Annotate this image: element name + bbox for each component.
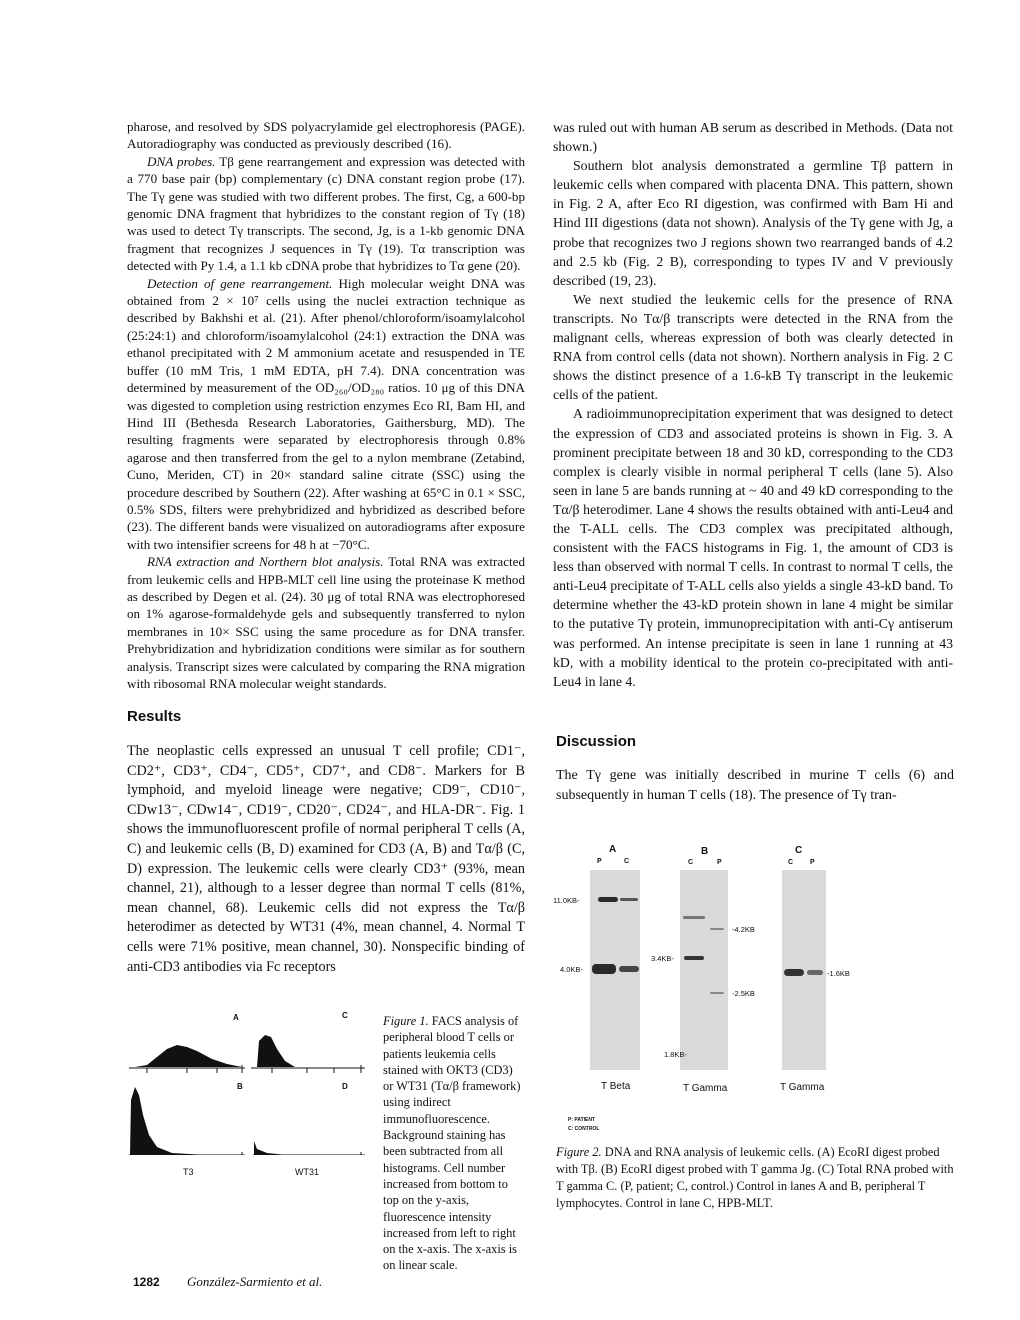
right-paragraph-3: We next studied the leukemic cells for the presence of RNA transcripts. No Tα/β transcripts were detected in the RNA from the malignant cells, whereas expression of both was clearly detected in RNA from control cells (data not shown). Northern analysis in Fig. 2 C shows the distinct presence of a 1.6-kB Tγ transcript in the leukemic cells of the patient.	[553, 291, 953, 403]
marker-3-4kb: 3.4KB-	[651, 954, 674, 963]
band	[784, 969, 804, 976]
figure-2-caption-text: DNA and RNA analysis of leukemic cells. (A) EcoRI digest probed with Tβ. (B) EcoRI digest probed with T gamma Jg. (C) Total RNA probed with T gamma C. (P, patient; C, control.) Control in lanes A and B, peripheral T lymphocytes. Control in lane C, HPB-MLT.	[556, 1145, 954, 1210]
panel-c-title: T Gamma	[780, 1082, 825, 1093]
panel-c-lane-c: C	[788, 859, 794, 866]
panel-b-lane-c: C	[688, 859, 694, 866]
legend-control: C: CONTROL	[568, 1126, 600, 1132]
band	[592, 964, 616, 974]
page-number: 1282	[133, 1275, 160, 1289]
rna-title: RNA extraction and Northern blot analysis.	[147, 554, 384, 570]
right-paragraph-1: was ruled out with human AB serum as described in Methods. (Data not shown.)	[553, 120, 953, 155]
discussion-paragraph: The Tγ gene was initially described in murine T cells (6) and subsequently in human T cells (18). The presence of Tγ tran-	[556, 768, 954, 803]
left-column	[127, 118, 525, 692]
marker-11kb: 11.0KB-	[553, 896, 580, 905]
figure-1-histograms	[127, 1005, 367, 1185]
panel-b-gel	[680, 870, 728, 1070]
detection-paragraph	[127, 275, 525, 554]
running-footer-authors: González-Sarmiento et al.	[187, 1274, 323, 1289]
figure-2-caption	[556, 1144, 956, 1212]
rna-paragraph	[127, 553, 525, 692]
discussion-heading: Discussion	[556, 733, 637, 750]
results-paragraph: The neoplastic cells expressed an unusual T cell profile; CD1⁻, CD2⁺, CD3⁺, CD4⁻, CD5⁺, CD7⁺, and CD8⁻. Markers for B lymphoid, and myeloid lineage were negative; CD9⁻, CD10⁻, CDw13⁻, CDw14⁻, CD19⁻, CD20⁻, CD24⁻, and HLA-DR⁻. Fig. 1 shows the immunofluorescent profile of normal peripheral T cells (A, C) and leukemic cells (B, D) examined for CD3 (A, B) and Tα/β (C, D) expression. The leukemic cells were clearly CD3⁺ (93%, mean channel, 21), although to a lesser degree than normal T cells (81%, mean channel, 68). Leukemic cells did not express the Tα/β heterodimer as detected by WT31 (4%, mean channel, 4. Normal T cells were 71% positive, mean channel, 30). Nonspecific binding of anti-CD3 antibodies via Fc receptors	[127, 743, 525, 975]
panel-a-lane-c: C	[624, 858, 630, 865]
rna-text: Total RNA was extracted from leukemic cells and HPB-MLT cell line using the proteinase K method as described by Degen et al. (24). 30 μg of total RNA was electrophoresed on 1% agarose-formaldehyde gels and subsequently transferred to nylon membranes in 10× SSC using the same procedure as for DNA transfer. Prehybridization and hybridization conditions were similar as for southern analysis. Transcript sizes were calculated by comparing the RNA migration with ribosomal RNA molecular weight standards.	[127, 554, 525, 691]
histogram-plots	[127, 1005, 367, 1155]
dna-probes-paragraph	[127, 153, 525, 275]
band	[710, 928, 724, 930]
legend-patient: P: PATIENT	[568, 1117, 596, 1123]
panel-label-d: D	[342, 1082, 348, 1091]
panel-c-lane-p: P	[810, 859, 815, 866]
panel-c-letter: C	[795, 845, 803, 856]
marker-4-2kb: -4.2KB	[732, 925, 755, 934]
figure-1-caption	[383, 1013, 525, 1274]
x-label-wt31: WT31	[295, 1167, 320, 1177]
band	[807, 970, 823, 975]
panel-b-lane-p: P	[717, 859, 722, 866]
panel-b-letter: B	[701, 846, 709, 857]
detection-text: High molecular weight DNA was obtained from 2 × 10⁷ cells using the nuclei extraction technique as described by Bakhshi et al. (21). After phenol/chloroform/isoamylalcohol (25:24:1) and chloroform/isoamylalcohol (24:1) extraction the DNA was ethanol precipitated with 2 M ammonium acetate and resuspended in TE buffer (10 mM Tris, 1 mM EDTA, pH 7.4). DNA concentration was determined by measurement of the OD₂₆₀/OD₂₈₀ ratios. 10 μg of this DNA was digested to completion using restriction enzymes Eco RI, Bam HI, and Hind III (Bethesda Research Laboratories, Gaithersburg, MD). The resulting fragments were separated by electrophoresis through 0.8% agarose and then transferred from the gel to a nylon membrane (Zetabind, Cuno, Meriden, CT) in 20× standard saline citrate (SSC) using the procedure described by Southern (22). After washing at 65°C in 0.1 × SSC, 0.5% SDS, filters were prehybridized and hybridized as described before (23). The different bands were visualized on autoradiograms after exposure with two intensifier screens for 48 h at −70°C.	[127, 275, 525, 552]
right-paragraph-4: A radioimmunoprecipitation experiment that was designed to detect the expression of CD3 and associated proteins is shown in Fig. 3. A prominent precipitate between 18 and 30 kD, corresponding to the CD3 complex is clearly visible in normal peripheral T cells (lane 5). Also seen in lane 5 are bands running at ~ 40 and 49 kD corresponding to the Tα/β heterodimer. Lane 4 shows the results obtained with anti-Leu4 and the T-ALL cells. The CD3 complex was precipitated although, consistent with the FACS histograms in Fig. 1, the amount of CD3 is less than observed with normal T cells. In contrast to normal T cells, the anti-Leu4 precipitate of T-ALL cells also yields a single 43-kD band. To determine whether the 43-kD protein shown in lane 4 might be similar to the putative Tγ protein, immunoprecipitation with anti-Cγ antiserum was performed. An intense precipitate is seen in lane 1 running at 43 kD, with a mobility identical to the protein co-precipitated with anti-Leu4 in lane 4.	[553, 406, 953, 689]
panel-a-letter: A	[609, 844, 617, 855]
band	[598, 897, 618, 902]
dna-probes-title: DNA probes.	[147, 153, 216, 169]
panel-label-b: B	[237, 1082, 243, 1091]
figure-1-caption-text: FACS analysis of peripheral blood T cells or patients leukemia cells stained with OKT3 (CD3) or WT31 (Tα/β framework) using indirect immunofluorescence. Background staining has been subtracted from all histograms. Cell number increased from bottom to top on the y-axis, fluorescence intensity increased from left to right on the x-axis. The x-axis is on linear scale.	[383, 1014, 521, 1273]
results-heading: Results	[127, 708, 182, 725]
band	[683, 916, 705, 919]
panel-label-c: C	[342, 1011, 348, 1020]
right-column	[553, 118, 953, 691]
marker-1-6kb: -1.6KB	[827, 969, 850, 978]
figure-2-blots	[540, 830, 870, 1130]
methods-paragraph: pharose, and resolved by SDS polyacrylamide gel electrophoresis (PAGE). Autoradiography was conducted as previously described (16).	[127, 119, 525, 152]
band	[684, 956, 704, 960]
marker-2-5kb: -2.5KB	[732, 989, 755, 998]
band	[710, 992, 724, 994]
marker-4kb: 4.0KB-	[560, 965, 583, 974]
right-paragraph-2: Southern blot analysis demonstrated a germline Tβ pattern in leukemic cells when compared with placenta DNA. This pattern, shown in Fig. 2 A, after Eco RI digestion, was confirmed with Bam Hi and Hind III digestions (data not shown). Analysis of the Tγ gene with Jg, a probe that recognizes two J regions shown two rearranged bands of 4.2 and 2.5 kb (Fig. 2 B), corresponding to types IV and V previously described (19, 23).	[553, 158, 953, 288]
figure-1-caption-title: Figure 1.	[383, 1014, 429, 1028]
panel-a-title: T Beta	[601, 1081, 631, 1092]
panel-label-a: A	[233, 1013, 239, 1022]
dna-probes-text: Tβ gene rearrangement and expression was detected with a 770 base pair (bp) complementary (c) DNA constant region probe (17). The Tγ gene was studied with two different probes. The first, Cg, a 600-bp genomic DNA fragment that hybridizes to the constant region of Tγ (18) was used to detect Tγ transcripts. The second, Jg, is a 1-kb genomic DNA fragment that recognizes J sequences in Tγ (19). Tα transcription was detected with Py 1.4, a 1.1 kb cDNA probe that hybridizes to Tα gene (20).	[127, 153, 526, 274]
panel-b-title: T Gamma	[683, 1083, 728, 1094]
band	[619, 966, 639, 972]
detection-title: Detection of gene rearrangement.	[147, 275, 333, 291]
marker-1-8kb: 1.8KB-	[664, 1050, 687, 1059]
figure-2-caption-title: Figure 2.	[556, 1145, 602, 1159]
x-label-t3: T3	[183, 1167, 194, 1177]
panel-a-lane-p: P	[597, 858, 602, 865]
band	[620, 898, 638, 901]
